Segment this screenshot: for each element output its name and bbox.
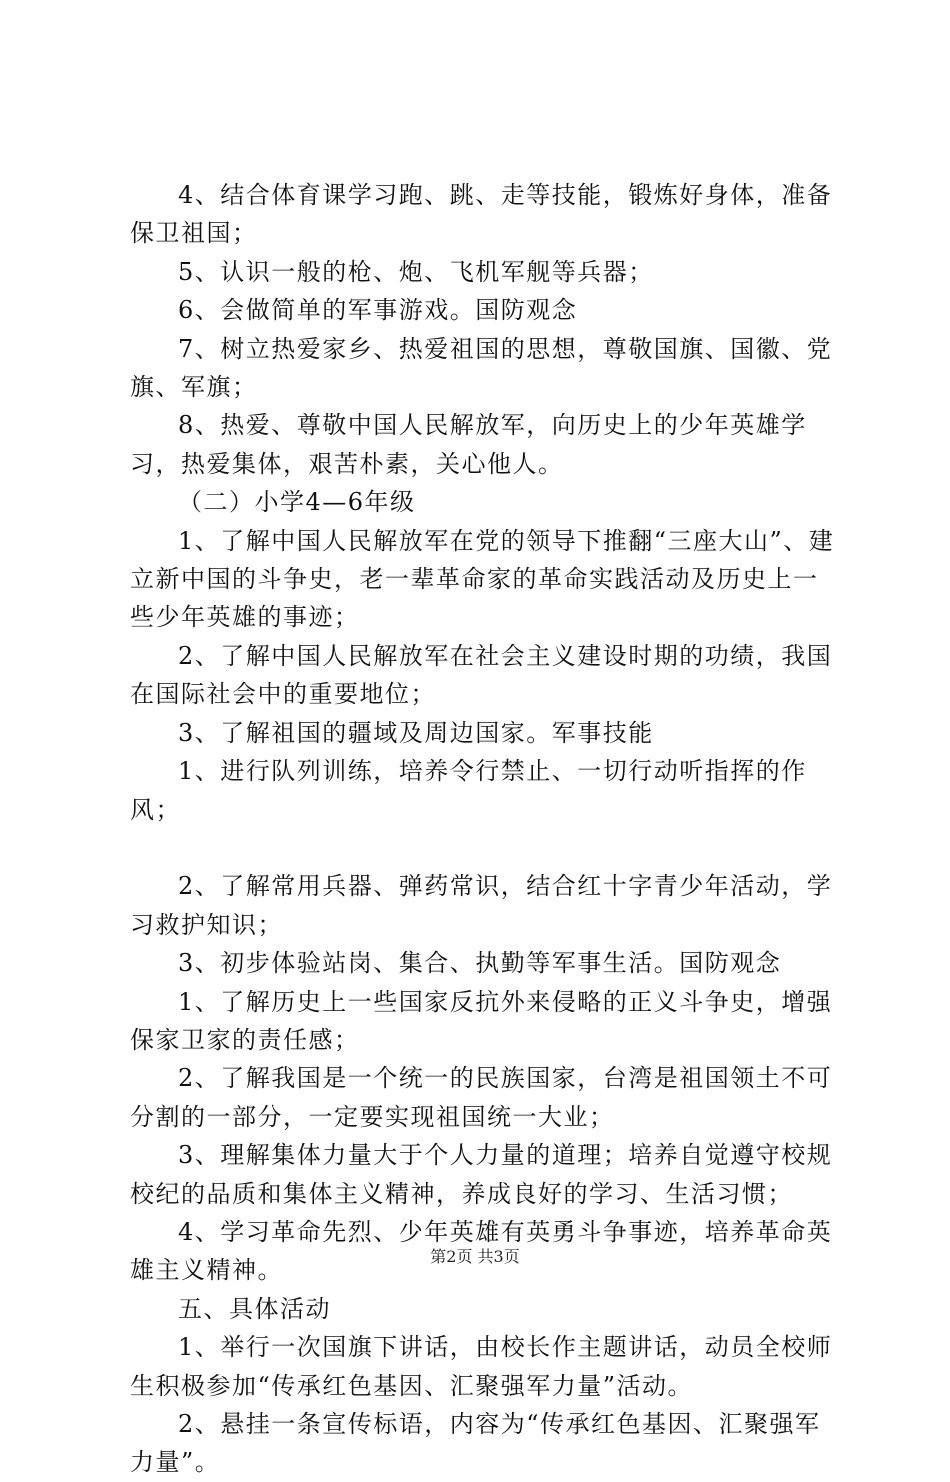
- paragraph-skill-item-2: 2、了解常用兵器、弹药常识，结合红十字青少年活动，学习救护知识；: [130, 872, 833, 939]
- blank-line: [130, 829, 842, 867]
- paragraph-activity-item-1: 1、举行一次国旗下讲话，由校长作主题讲话，动员全校师生积极参加“传承红色基因、汇聚强军力量”活动。: [130, 1333, 833, 1400]
- page-footer: 第2页 共3页: [430, 1247, 520, 1266]
- section-heading-activities: 五、具体活动: [178, 1294, 331, 1323]
- paragraph-item-8: 8、热爱、尊敬中国人民解放军，向历史上的少年英雄学习，热爱集体，艰苦朴素，关心他人。: [130, 411, 807, 478]
- paragraph-skill-item-3: 3、初步体验站岗、集合、执勤等军事生活。国防观念: [178, 949, 782, 978]
- paragraph-defense-item-3: 3、理解集体力量大于个人力量的道理；培养自觉遵守校规校纪的品质和集体主义精神，养成良好的学习、生活习惯；: [130, 1141, 833, 1208]
- paragraph-activity-item-2: 2、悬挂一条宣传标语，内容为“传承红色基因、汇聚强军力量”。: [130, 1409, 821, 1477]
- paragraph-item-7: 7、树立热爱家乡、热爱祖国的思想，尊敬国旗、国徽、党旗、军旗；: [130, 334, 833, 402]
- paragraph-skill-item-1: 1、进行队列训练，培养令行禁止、一切行动听指挥的作风；: [130, 757, 807, 824]
- paragraph-defense-item-1: 1、了解历史上一些国家反抗外来侵略的正义斗争史，增强保家卫家的责任感；: [130, 987, 833, 1054]
- paragraph-defense-item-2: 2、了解我国是一个统一的民族国家，台湾是祖国领土不可分割的一部分，一定要实现祖国统一大业；: [130, 1064, 833, 1131]
- paragraph-item-5: 5、认识一般的枪、炮、飞机军舰等兵器；: [178, 257, 654, 286]
- paragraph-item-4: 4、结合体育课学习跑、跳、走等技能，锻炼好身体，准备保卫祖国；: [130, 181, 833, 248]
- section-heading-grade-4-6: （二）小学4—6年级: [178, 488, 416, 517]
- paragraph-grade-item-1: 1、了解中国人民解放军在党的领导下推翻“三座大山”、建立新中国的斗争史，老一辈革命家的革命实践活动及历史上一些少年英雄的事迹；: [130, 526, 835, 632]
- paragraph-grade-item-2: 2、了解中国人民解放军在社会主义建设时期的功绩，我国在国际社会中的重要地位；: [130, 641, 833, 709]
- document-body: [130, 176, 842, 1482]
- paragraph-item-6: 6、会做简单的军事游戏。国防观念: [178, 296, 578, 325]
- paragraph-defense-item-4: 4、学习革命先烈、少年英雄有英勇斗争事迹，培养革命英雄主义精神。: [130, 1217, 833, 1285]
- paragraph-grade-item-3: 3、了解祖国的疆域及周边国家。军事技能: [178, 718, 654, 747]
